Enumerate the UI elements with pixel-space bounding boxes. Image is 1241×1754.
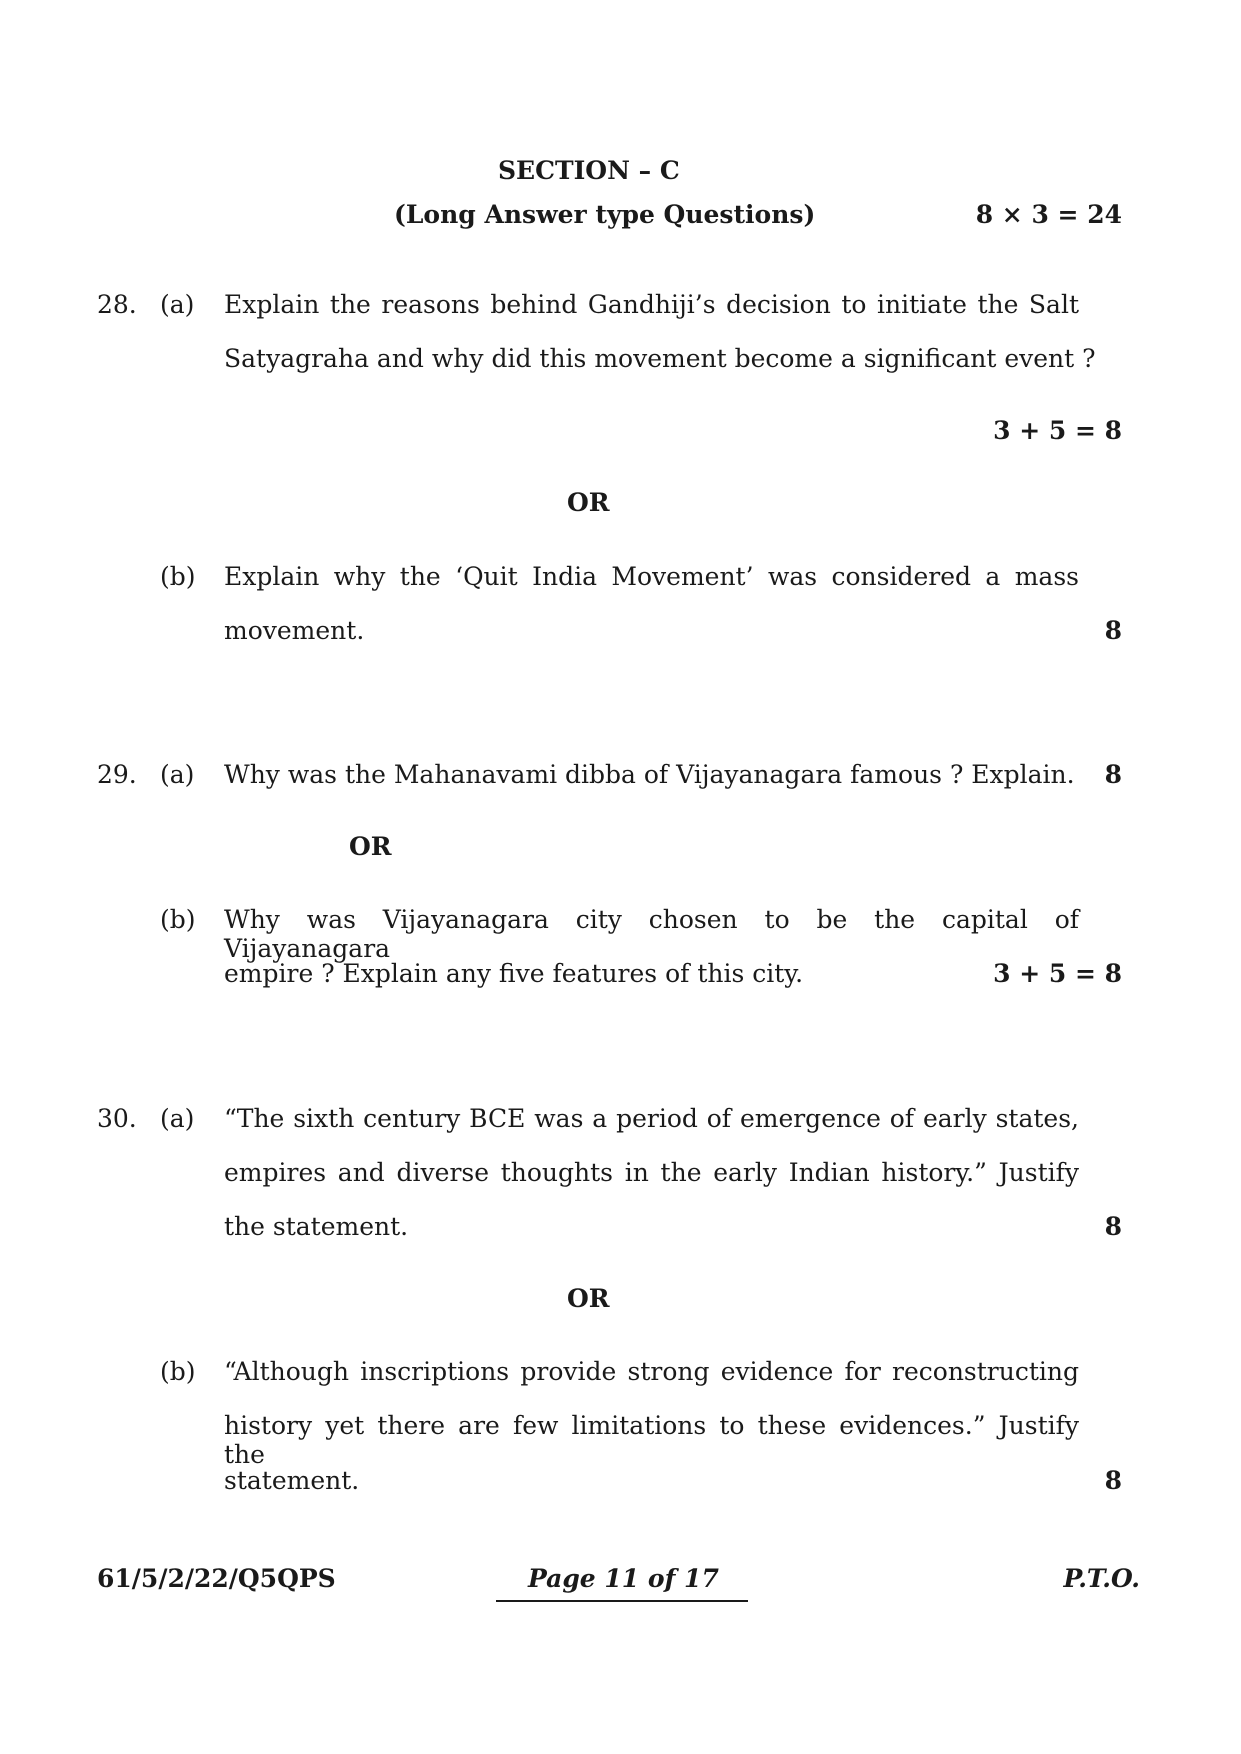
question-text-line: Satyagraha and why did this movement become a significant event ?	[224, 344, 1096, 373]
page-number: Page 11 of 17	[528, 1564, 719, 1593]
question-marks: 3 + 5 = 8	[993, 416, 1122, 445]
question-text-line: “Although inscriptions provide strong evidence for reconstructing	[224, 1357, 1079, 1386]
section-subtitle: (Long Answer type Questions)	[394, 200, 816, 229]
section-marks: 8 × 3 = 24	[975, 200, 1122, 229]
question-text-line: Why was Vijayanagara city chosen to be the capital of Vijayanagara	[224, 905, 1079, 963]
page-number-underline	[496, 1600, 748, 1602]
question-text-line: the statement.	[224, 1212, 409, 1241]
question-marks: 8	[1104, 616, 1122, 645]
part-label: (a)	[160, 760, 195, 789]
part-label: (b)	[160, 562, 196, 591]
question-text-line: empire ? Explain any five features of this city.	[224, 959, 804, 988]
question-marks: 3 + 5 = 8	[993, 959, 1122, 988]
question-text-line: movement.	[224, 616, 365, 645]
pto-label: P.T.O.	[1063, 1564, 1140, 1593]
question-text-line: history yet there are few limitations to these evidences.” Justify the	[224, 1411, 1079, 1469]
question-text-line: Explain the reasons behind Gandhiji’s decision to initiate the Salt	[224, 290, 1079, 319]
question-marks: 8	[1104, 760, 1122, 789]
question-number: 29.	[97, 760, 137, 789]
or-separator: OR	[349, 832, 392, 861]
question-number: 28.	[97, 290, 137, 319]
part-label: (b)	[160, 1357, 196, 1386]
part-label: (b)	[160, 905, 196, 934]
part-label: (a)	[160, 1104, 195, 1133]
question-text-line: “The sixth century BCE was a period of emergence of early states,	[224, 1104, 1079, 1133]
question-marks: 8	[1104, 1212, 1122, 1241]
part-label: (a)	[160, 290, 195, 319]
or-separator: OR	[567, 1284, 610, 1313]
section-title: SECTION – C	[498, 156, 680, 185]
or-separator: OR	[567, 488, 610, 517]
question-text-line: Explain why the ‘Quit India Movement’ was considered a mass	[224, 562, 1079, 591]
question-text-line: statement.	[224, 1466, 360, 1495]
question-text-line: empires and diverse thoughts in the early Indian history.” Justify	[224, 1158, 1079, 1187]
question-number: 30.	[97, 1104, 137, 1133]
paper-code: 61/5/2/22/Q5QPS	[97, 1564, 336, 1593]
question-text-line: Why was the Mahanavami dibba of Vijayanagara famous ? Explain.	[224, 760, 1075, 789]
question-marks: 8	[1104, 1466, 1122, 1495]
